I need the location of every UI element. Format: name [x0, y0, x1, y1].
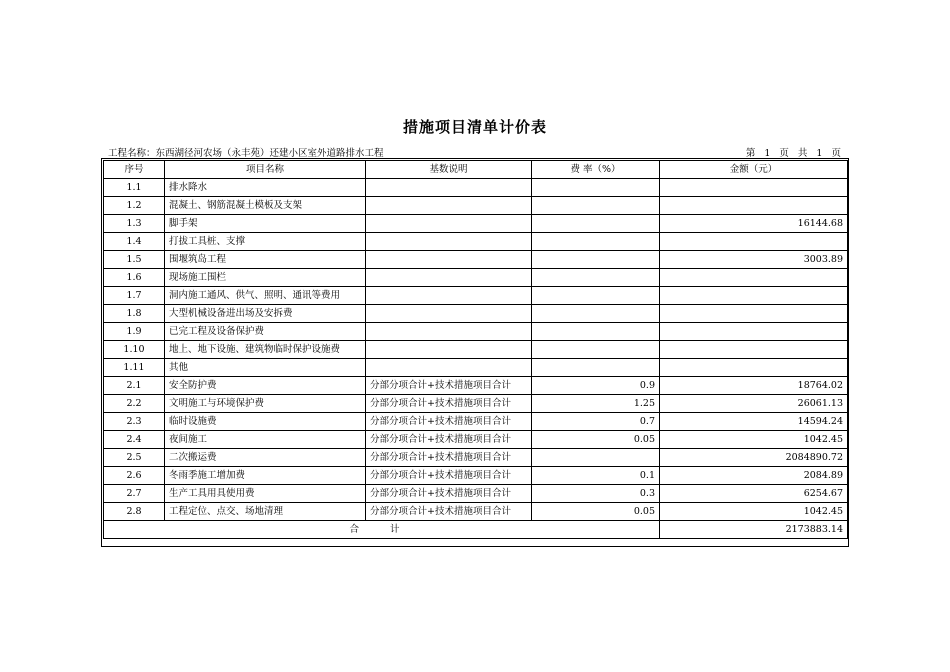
row-base: 分部分项合计+技术措施项目合计: [366, 395, 532, 413]
row-base: 分部分项合计+技术措施项目合计: [366, 449, 532, 467]
row-amount: [660, 287, 848, 305]
table-row: [104, 485, 848, 503]
table-row: [104, 467, 848, 485]
row-amount: 1042.45: [660, 503, 848, 521]
row-base: [366, 251, 532, 269]
row-item-name: 打拔工具桩、支撑: [165, 233, 366, 251]
table-row: [104, 215, 848, 233]
row-item-name: 现场施工围栏: [165, 269, 366, 287]
row-amount: 2084890.72: [660, 449, 848, 467]
row-base: [366, 215, 532, 233]
row-amount: 2084.89: [660, 467, 848, 485]
row-base: [366, 233, 532, 251]
table-row: [104, 449, 848, 467]
row-item-name: 其他: [165, 359, 366, 377]
row-item-name: 脚手架: [165, 215, 366, 233]
row-seq: 2.3: [104, 413, 165, 431]
row-seq: 2.7: [104, 485, 165, 503]
header-amount: 金额（元）: [660, 161, 848, 179]
row-amount: [660, 341, 848, 359]
row-rate: [532, 305, 660, 323]
row-rate: 0.05: [532, 503, 660, 521]
row-amount: 6254.67: [660, 485, 848, 503]
header-rate: 费 率（%）: [532, 161, 660, 179]
row-seq: 1.1: [104, 179, 165, 197]
row-seq: 1.10: [104, 341, 165, 359]
row-seq: 1.4: [104, 233, 165, 251]
table-row: [104, 269, 848, 287]
table-row: [104, 359, 848, 377]
document-title: 措施项目清单计价表: [402, 118, 547, 136]
row-base: [366, 269, 532, 287]
row-item-name: 大型机械设备进出场及安拆费: [165, 305, 366, 323]
row-item-name: 安全防护费: [165, 377, 366, 395]
table-row: [104, 179, 848, 197]
row-rate: 0.9: [532, 377, 660, 395]
row-rate: [532, 341, 660, 359]
row-seq: 1.9: [104, 323, 165, 341]
table-row: [104, 323, 848, 341]
row-base: 分部分项合计+技术措施项目合计: [366, 431, 532, 449]
total-amount: 2173883.14: [660, 521, 848, 539]
header-item-name: 项目名称: [165, 161, 366, 179]
row-seq: 2.8: [104, 503, 165, 521]
row-rate: 0.3: [532, 485, 660, 503]
row-rate: [532, 323, 660, 341]
row-amount: [660, 197, 848, 215]
row-base: 分部分项合计+技术措施项目合计: [366, 377, 532, 395]
row-seq: 2.4: [104, 431, 165, 449]
row-rate: [532, 215, 660, 233]
table-row: [104, 431, 848, 449]
row-seq: 1.6: [104, 269, 165, 287]
row-rate: [532, 233, 660, 251]
row-seq: 1.2: [104, 197, 165, 215]
row-seq: 1.5: [104, 251, 165, 269]
row-amount: 3003.89: [660, 251, 848, 269]
row-seq: 1.8: [104, 305, 165, 323]
row-rate: [532, 179, 660, 197]
row-rate: [532, 197, 660, 215]
row-item-name: 地上、地下设施、建筑物临时保护设施费: [165, 341, 366, 359]
row-item-name: 洞内施工通风、供气、照明、通讯等费用: [165, 287, 366, 305]
row-base: 分部分项合计+技术措施项目合计: [366, 485, 532, 503]
row-rate: [532, 269, 660, 287]
row-item-name: 围堰筑岛工程: [165, 251, 366, 269]
table-row: [104, 197, 848, 215]
header-base: 基数说明: [366, 161, 532, 179]
row-seq: 1.7: [104, 287, 165, 305]
row-amount: 16144.68: [660, 215, 848, 233]
row-base: 分部分项合计+技术措施项目合计: [366, 467, 532, 485]
row-rate: [532, 287, 660, 305]
row-item-name: 夜间施工: [165, 431, 366, 449]
row-base: [366, 179, 532, 197]
row-rate: [532, 449, 660, 467]
row-item-name: 排水降水: [165, 179, 366, 197]
header-seq: 序号: [104, 161, 165, 179]
row-seq: 1.3: [104, 215, 165, 233]
row-item-name: 工程定位、点交、场地清理: [165, 503, 366, 521]
table-row: [104, 233, 848, 251]
table-row: [104, 503, 848, 521]
row-seq: 1.11: [104, 359, 165, 377]
project-name: 工程名称：东西湖径河农场（永丰苑）还建小区室外道路排水工程: [108, 148, 384, 159]
row-item-name: 冬雨季施工增加费: [165, 467, 366, 485]
row-base: 分部分项合计+技术措施项目合计: [366, 503, 532, 521]
row-rate: 0.1: [532, 467, 660, 485]
row-base: [366, 305, 532, 323]
table-row: [104, 305, 848, 323]
row-amount: 18764.02: [660, 377, 848, 395]
row-rate: [532, 251, 660, 269]
row-amount: [660, 233, 848, 251]
row-base: [366, 323, 532, 341]
row-amount: 14594.24: [660, 413, 848, 431]
page-info: 第 1 页 共 1 页: [745, 148, 841, 159]
row-base: [366, 287, 532, 305]
row-item-name: 临时设施费: [165, 413, 366, 431]
table-row: [104, 395, 848, 413]
row-rate: 1.25: [532, 395, 660, 413]
row-amount: [660, 359, 848, 377]
table-row: [104, 287, 848, 305]
row-item-name: 生产工具用具使用费: [165, 485, 366, 503]
row-item-name: 混凝土、钢筋混凝土模板及支架: [165, 197, 366, 215]
table-row: [104, 251, 848, 269]
row-seq: 2.6: [104, 467, 165, 485]
row-item-name: 二次搬运费: [165, 449, 366, 467]
row-amount: [660, 269, 848, 287]
row-amount: 1042.45: [660, 431, 848, 449]
row-item-name: 文明施工与环境保护费: [165, 395, 366, 413]
table-row: [104, 413, 848, 431]
table-row: [104, 341, 848, 359]
pricing-table: [103, 160, 848, 539]
table-header-row: [104, 161, 848, 179]
row-seq: 2.2: [104, 395, 165, 413]
row-amount: 26061.13: [660, 395, 848, 413]
total-row: [104, 521, 848, 539]
row-amount: [660, 305, 848, 323]
row-base: [366, 341, 532, 359]
row-amount: [660, 179, 848, 197]
row-amount: [660, 323, 848, 341]
row-seq: 2.5: [104, 449, 165, 467]
table-row: [104, 377, 848, 395]
row-seq: 2.1: [104, 377, 165, 395]
row-base: [366, 197, 532, 215]
row-rate: 0.05: [532, 431, 660, 449]
row-base: [366, 359, 532, 377]
total-label: 合 计: [104, 521, 660, 539]
row-item-name: 已完工程及设备保护费: [165, 323, 366, 341]
row-base: 分部分项合计+技术措施项目合计: [366, 413, 532, 431]
row-rate: 0.7: [532, 413, 660, 431]
row-rate: [532, 359, 660, 377]
